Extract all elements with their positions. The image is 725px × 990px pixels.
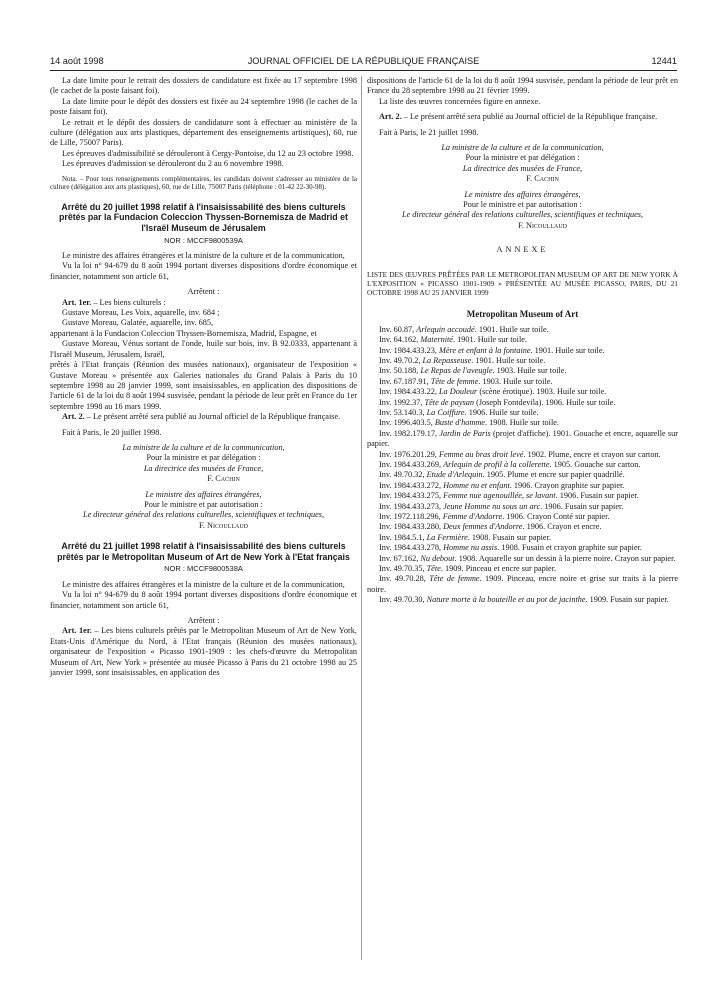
column-divider: [361, 76, 362, 960]
artwork-entry: [367, 491, 678, 501]
artwork-details: . 1906. Crayon et encre.: [522, 522, 602, 532]
signature-line: Pour la ministre et par délégation :: [465, 153, 580, 163]
artwork-entry: [367, 335, 678, 345]
nota: Nota. – Pour tous renseignements complémentaires, les candidats doivent s'adresser au ministère de la culture (délégation aux arts plastiques), 60, rue de Lille, 75007 Paris (téléphone : 01-42 22-30-98).: [50, 174, 357, 192]
artwork-entry: [367, 377, 678, 387]
artwork-details: . 1901. Huile sur toile.: [474, 324, 549, 334]
artwork-details: . 1906. Fusain sur papier.: [540, 501, 624, 511]
arretent: Arrêtent :: [187, 616, 220, 625]
artwork-entry: [367, 543, 678, 553]
annex-heading: ANNEXE: [496, 245, 549, 255]
artwork-inventory: Inv. 1984.433.273,: [379, 501, 444, 511]
artwork-title: Tête de femme: [430, 376, 479, 386]
artwork-title: Homme nu assis: [443, 543, 498, 553]
artwork-inventory: Inv. 1984.433.22,: [379, 387, 439, 397]
artwork-title: Nature morte à la bouteille et au pot de jacinthe: [426, 595, 586, 605]
artwork-inventory: Inv. 1984.5.1,: [379, 532, 427, 542]
artwork-entry: [367, 460, 678, 470]
artwork-title: La Douleur: [438, 387, 478, 397]
artwork-entry: [367, 398, 678, 408]
artwork-entry: [367, 387, 678, 397]
artwork-entry: [367, 346, 678, 356]
artwork-inventory: Inv. 1984.433.23,: [379, 345, 439, 355]
artwork-details: . 1908. Huile sur toile.: [484, 418, 559, 428]
signature-line: Pour le ministre et par autorisation :: [144, 499, 263, 509]
artwork-inventory: Inv. 49.70.30,: [379, 595, 427, 605]
artwork-inventory: Inv. 49.70.28,: [379, 574, 430, 584]
artwork-inventory: Inv. 53.140.3,: [379, 407, 427, 417]
header-title: JOURNAL OFFICIEL DE LA RÉPUBLIQUE FRANÇAISE: [247, 56, 480, 66]
artwork-title: La Fermière: [426, 532, 468, 542]
artwork-title: Jeune Homme nu sous un arc: [443, 501, 541, 511]
signatory: F. Cachin: [207, 474, 240, 484]
arrete-2-title: Arrêté du 21 juillet 1998 relatif à l'insaisissabilité des biens culturels prêtés par le Metropolitan Museum of Art de New York à l'Etat français: [57, 541, 350, 562]
artwork-title: Le Repas de l'aveugle: [420, 366, 493, 376]
intro-paragraph: Les épreuves d'admissibilité se dérouleront à Cergy-Pontoise, du 12 au 23 octobre 1998.: [62, 148, 354, 158]
article-text: – Le présent arrêté sera publié au Journal officiel de la République française.: [84, 412, 341, 422]
artwork-title: Tête: [426, 564, 441, 574]
artwork-inventory: Inv. 49.70.2,: [379, 355, 423, 365]
artwork-title: Femme au bras droit levé: [438, 449, 524, 459]
artwork-title: Tête de femme: [429, 574, 480, 584]
artwork-details: . 1901. Huile sur toile.: [530, 345, 605, 355]
artwork-entry: [367, 408, 678, 418]
artwork-entry: [367, 574, 678, 595]
artwork-details: . 1906. Fusain sur papier.: [555, 491, 639, 501]
work-entry: Gustave Moreau, Les Voix, aquarelle, inv. 684 ;: [62, 308, 220, 318]
artwork-inventory: Inv. 1976.201.29,: [379, 449, 439, 459]
signature-line: Pour la ministre et par délégation :: [146, 453, 261, 463]
artwork-entry: [367, 325, 678, 335]
work-entry: Gustave Moreau, Vénus sortant de l'onde, huile sur bois, inv. B 92.0333, appartenant à l'Israël Museum, Jérusalem, Israël,: [50, 339, 357, 359]
signature-line: La ministre de la culture et de la communication,: [122, 442, 285, 452]
intro-paragraph: La date limite pour le dépôt des dossiers est fixée au 24 septembre 1998 (le cachet de la poste faisant foi).: [50, 96, 357, 117]
article-label: Art. 2.: [62, 412, 85, 422]
intro-paragraph: Les épreuves d'admission se dérouleront du 2 au 6 novembre 1998.: [62, 159, 284, 169]
artwork-entry: [367, 450, 678, 460]
artwork-details: . 1906. Crayon graphite sur papier.: [509, 480, 625, 490]
left-column: [50, 76, 357, 678]
header-date: 14 août 1998: [50, 56, 104, 66]
arrete-2-nor: NOR : MCCF9800538A: [164, 564, 243, 574]
article-text: – Les biens culturels :: [91, 297, 166, 307]
artwork-inventory: Inv. 1984.433.269,: [379, 459, 444, 469]
artwork-title: Femme d'Andorre: [442, 512, 503, 522]
signature-line: Pour le ministre et par autorisation :: [463, 200, 582, 210]
artwork-details: . 1903. Huile sur toile.: [478, 376, 553, 386]
visa: Le ministre des affaires étrangères et la ministre de la culture et de la communication,: [62, 251, 345, 261]
artwork-details: . 1903. Huile sur toile.: [492, 366, 567, 376]
artwork-title: Deux femmes d'Andorre: [443, 522, 523, 532]
artwork-title: Tête de paysan: [424, 397, 475, 407]
artwork-entry: [367, 522, 678, 532]
right-column: [367, 76, 678, 606]
artwork-details: . 1905. Plume et encre sur papier quadrillé.: [482, 470, 625, 480]
continued-text: dispositions de l'article 61 de la loi du 8 août 1994 susvisée, pendant la période de leur prêt en France du 28 septembre 1998 au 21 février 1999.: [367, 76, 678, 96]
artwork-details: . 1909. Pinceau, encre noire et grise sur traits à la pierre noire.: [367, 574, 678, 594]
work-entry: appartenant à la Fundacion Coleccion Thyssen-Bornemisza, Madrid, Espagne, et: [50, 328, 317, 338]
signature-line: Le directeur général des relations culturelles, scientifiques et techniques,: [82, 510, 325, 520]
header-page-number: 12441: [651, 56, 677, 66]
intro-paragraph: La date limite pour le retrait des dossiers de candidature est fixée au 17 septembre 1998 (le cachet de la poste faisant foi).: [50, 76, 357, 96]
artwork-entry: [367, 512, 678, 522]
museum-heading: Metropolitan Museum of Art: [466, 309, 579, 320]
signature-line: La ministre de la culture et de la communication,: [441, 143, 604, 153]
work-entry: Gustave Moreau, Galatée, aquarelle, inv. 685,: [62, 318, 214, 328]
signatory: F. Cachin: [526, 174, 559, 184]
visa: Le ministre des affaires étrangères et la ministre de la culture et de la communication,: [62, 579, 345, 589]
signature-line: Le ministre des affaires étrangères,: [145, 489, 262, 499]
artwork-title: Mère et enfant à la fontaine: [438, 345, 531, 355]
article-label: Art. 1er.: [62, 626, 92, 636]
artwork-details: (projet d'affiche). 1901. Gouache et encre, aquarelle sur papier.: [367, 428, 678, 449]
artwork-details: . 1908. Aquarelle sur un dessin à la pierre noire. Crayon sur papier.: [454, 553, 676, 563]
artwork-details: . 1901. Huile sur toile.: [452, 335, 527, 345]
signatory: F. Nicoullaud: [517, 220, 567, 230]
intro-paragraph: Le retrait et le dépôt des dossiers de candidature sont à effectuer au ministère de la culture (délégation aux arts plastiques, département des enseignements artistiques), 60, rue de Lille, 75007 Paris).: [50, 117, 357, 148]
artwork-title: La Coiffure: [426, 407, 465, 417]
artwork-inventory: Inv. 60.87,: [379, 324, 417, 334]
artwork-entry: [367, 533, 678, 543]
artwork-details: . 1909. Fusain sur papier.: [585, 595, 669, 605]
artwork-inventory: Inv. 50.188,: [379, 366, 421, 376]
artwork-title: Etude d'Arlequin: [426, 470, 483, 480]
annex-reference: La liste des œuvres concernées figure en annexe.: [379, 96, 541, 106]
signature-line: La directrice des musées de France,: [462, 163, 583, 173]
artwork-entry: [367, 502, 678, 512]
artwork-entry: [367, 554, 678, 564]
artwork-title: Arlequin de profil à la collerette: [443, 459, 550, 469]
fait-a: Fait à Paris, le 20 juillet 1998.: [62, 427, 162, 437]
artwork-title: Buste d'homme: [434, 418, 485, 428]
artwork-details: . 1908. Fusain et crayon graphite sur papier.: [497, 543, 642, 553]
signature-line: Le ministre des affaires étrangères,: [464, 189, 581, 199]
artwork-inventory: Inv. 1984.433.280,: [379, 522, 444, 532]
arrete-1-nor: NOR : MCCF9800539A: [164, 235, 243, 245]
artwork-inventory: Inv. 64.162,: [379, 335, 421, 345]
article-label: Art. 1er.: [62, 297, 92, 307]
article-label: Art. 2.: [379, 112, 402, 122]
artwork-title: Femme nue agenouillée, se lavant: [443, 491, 556, 501]
artwork-title: Arlequin accoudé: [416, 324, 475, 334]
artwork-inventory: Inv. 1972.118.296,: [379, 512, 443, 522]
artwork-details: . 1902. Plume, encre et crayon sur carton.: [523, 449, 661, 459]
artwork-entry: [367, 418, 678, 428]
artwork-entry: [367, 564, 678, 574]
signature-line: La directrice des musées de France,: [143, 463, 264, 473]
artwork-entry: [367, 356, 678, 366]
artwork-details: . 1901. Huile sur toile.: [471, 355, 546, 365]
artwork-inventory: Inv. 1996.403.5,: [379, 418, 435, 428]
artwork-title: La Repasseuse: [422, 355, 472, 365]
artwork-title: Maternité: [420, 335, 453, 345]
artwork-inventory: Inv. 1992.37,: [379, 397, 425, 407]
fait-a: Fait à Paris, le 21 juillet 1998.: [379, 127, 479, 137]
artwork-details: . 1906. Huile sur toile.: [464, 407, 539, 417]
artwork-inventory: Inv. 1984.433.278,: [379, 543, 444, 553]
artwork-entry: [367, 366, 678, 376]
work-entry: prêtés à l'Etat français (Réunion des musées nationaux), organisateur de l'exposition « Gustave Moreau » présentée aux Galeries nationales du Grand Palais à Paris du 10 septembre 1998 au 28 janvier 1999, sont insaisissables, en application des dispositions de l'article 61 de la loi du 8 août 1994 susvisée, pendant la période de leur prêt en France du 1er septembre 1998 au 16 mars 1999.: [50, 360, 357, 411]
artwork-entry: [367, 595, 678, 605]
artwork-list: [367, 325, 678, 606]
artwork-entry: [367, 481, 678, 491]
visa: Vu la loi n° 94-679 du 8 août 1994 portant diverses dispositions d'ordre économique et financier, notamment son article 61,: [50, 590, 357, 610]
artwork-inventory: Inv. 67.187.91,: [379, 376, 431, 386]
artwork-inventory: Inv. 1984.433.275,: [379, 491, 444, 501]
artwork-details: . 1908. Fusain sur papier.: [467, 532, 551, 542]
artwork-title: Homme nu et enfant: [443, 480, 510, 490]
annex-list-title: LISTE DES ŒUVRES PRÊTÉES PAR LE METROPOLITAN MUSEUM OF ART DE NEW YORK À L'EXPOSITION « PICASSO 1901-1909 » PRÉSENTÉE AU MUSÉE PICASSO, PARIS, DU 21 OCTOBRE 1998 AU 25 JANVIER 1999: [367, 269, 678, 298]
artwork-details: (Joseph Fontdevila). 1906. Huile sur toile.: [474, 397, 616, 407]
artwork-details: . 1906. Crayon Conté sur papier.: [502, 512, 610, 522]
artwork-inventory: Inv. 49.70.32,: [379, 470, 427, 480]
artwork-details: (scène érotique). 1903. Huile sur toile.: [477, 387, 607, 397]
article-text: – Les biens culturels prêtés par le Metropolitan Museum of Art de New York, Etats-Unis d'Amérique du Nord, à l'Etat français (Réunion des musées nationaux), organisateur de l'exposition « Picasso 1901-1909 : les chefs-d'œuvre du Metropolitan Museum of Art, New York » présentée au musée Picasso à Paris du 21 octobre 1998 au 25 janvier 1999, sont insaisissables, en application des: [50, 626, 357, 678]
artwork-entry: [367, 470, 678, 480]
artwork-inventory: Inv. 1982.179.17,: [379, 428, 440, 438]
artwork-title: Nu debout: [420, 553, 455, 563]
artwork-inventory: Inv. 67.162,: [379, 553, 421, 563]
header-rule: [50, 70, 677, 71]
artwork-details: . 1905. Gouache sur carton.: [549, 459, 641, 469]
article-text: – Le présent arrêté sera publié au Journal officiel de la République française.: [401, 112, 658, 122]
visa: Vu la loi n° 94-679 du 8 août 1994 portant diverses dispositions d'ordre économique et financier, notamment son article 61,: [50, 261, 357, 281]
signature-line: Le directeur général des relations culturelles, scientifiques et techniques,: [401, 210, 644, 220]
artwork-title: Jardin de Paris: [439, 428, 491, 438]
artwork-details: . 1909. Pinceau et encre sur papier.: [440, 564, 557, 574]
signatory: F. Nicoullaud: [198, 520, 248, 530]
artwork-entry: [367, 429, 678, 450]
artwork-inventory: Inv. 49.70.35,: [379, 564, 427, 574]
arrete-1-title: Arrêté du 20 juillet 1998 relatif à l'insaisissabilité des biens culturels prêtés par la Fundacion Coleccion Thyssen-Bornemisza de Madrid et l'Israël Museum de Jérusalem: [59, 201, 348, 234]
arretent: Arrêtent :: [187, 287, 220, 297]
artwork-inventory: Inv. 1984.433.272,: [379, 480, 444, 490]
